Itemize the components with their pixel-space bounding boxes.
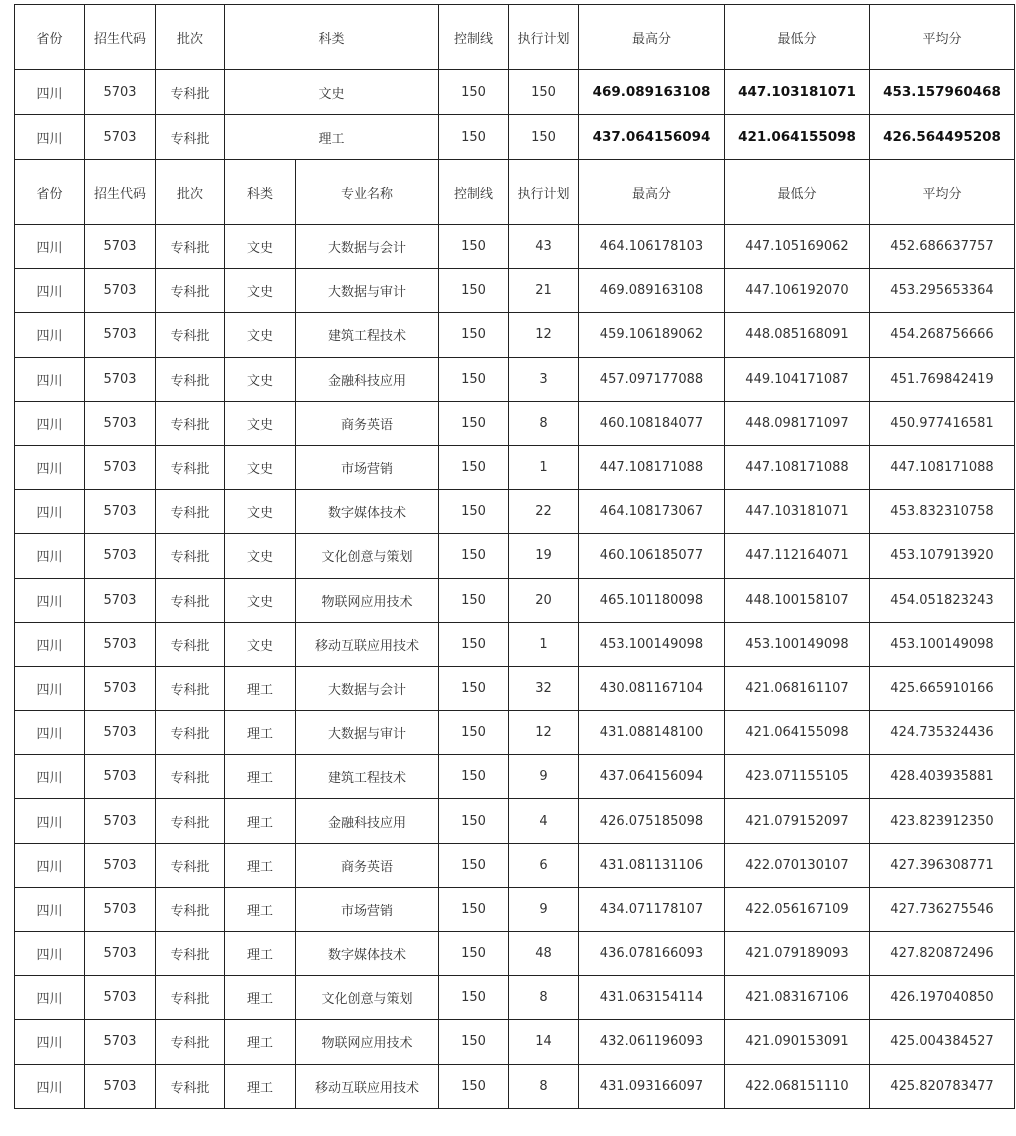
detail-row xyxy=(15,666,1015,710)
detail-row xyxy=(15,225,1015,269)
cell-max: 460.108184077 xyxy=(579,401,725,445)
cell-max: 453.100149098 xyxy=(579,622,725,666)
detail-row xyxy=(15,755,1015,799)
cell-major: 文化创意与策划 xyxy=(296,534,439,578)
cell-code: 5703 xyxy=(85,1064,156,1108)
cell-control: 150 xyxy=(439,225,509,269)
cell-code: 5703 xyxy=(85,70,156,115)
cell-avg: 447.108171088 xyxy=(870,445,1015,489)
cell-major: 金融科技应用 xyxy=(296,799,439,843)
header-province: 省份 xyxy=(15,5,85,70)
cell-major: 商务英语 xyxy=(296,843,439,887)
cell-control: 150 xyxy=(439,1020,509,1064)
cell-plan: 150 xyxy=(509,115,579,160)
cell-avg: 453.107913920 xyxy=(870,534,1015,578)
cell-control: 150 xyxy=(439,932,509,976)
cell-plan: 21 xyxy=(509,269,579,313)
detail-row xyxy=(15,401,1015,445)
detail-header-row xyxy=(15,160,1015,225)
header-batch: 批次 xyxy=(156,5,225,70)
cell-max: 431.081131106 xyxy=(579,843,725,887)
cell-avg: 427.820872496 xyxy=(870,932,1015,976)
cell-plan: 12 xyxy=(509,711,579,755)
cell-max: 434.071178107 xyxy=(579,887,725,931)
cell-batch: 专科批 xyxy=(156,401,225,445)
cell-batch: 专科批 xyxy=(156,711,225,755)
detail-row xyxy=(15,932,1015,976)
cell-subject: 理工 xyxy=(225,1064,296,1108)
cell-province: 四川 xyxy=(15,799,85,843)
detail-row xyxy=(15,357,1015,401)
cell-subject: 文史 xyxy=(225,70,439,115)
detail-row xyxy=(15,711,1015,755)
cell-subject: 文史 xyxy=(225,578,296,622)
cell-major: 建筑工程技术 xyxy=(296,755,439,799)
cell-subject: 理工 xyxy=(225,755,296,799)
cell-max: 447.108171088 xyxy=(579,445,725,489)
cell-batch: 专科批 xyxy=(156,976,225,1020)
cell-province: 四川 xyxy=(15,1064,85,1108)
cell-avg: 454.051823243 xyxy=(870,578,1015,622)
detail-row xyxy=(15,799,1015,843)
cell-major: 移动互联应用技术 xyxy=(296,1064,439,1108)
header-min: 最低分 xyxy=(725,5,870,70)
cell-batch: 专科批 xyxy=(156,115,225,160)
cell-province: 四川 xyxy=(15,357,85,401)
cell-batch: 专科批 xyxy=(156,445,225,489)
cell-min: 448.100158107 xyxy=(725,578,870,622)
cell-max: 426.075185098 xyxy=(579,799,725,843)
cell-province: 四川 xyxy=(15,843,85,887)
cell-control: 150 xyxy=(439,401,509,445)
cell-province: 四川 xyxy=(15,269,85,313)
cell-min: 447.105169062 xyxy=(725,225,870,269)
header-min: 最低分 xyxy=(725,160,870,225)
detail-row xyxy=(15,622,1015,666)
cell-subject: 文史 xyxy=(225,269,296,313)
header-max: 最高分 xyxy=(579,5,725,70)
cell-min: 421.083167106 xyxy=(725,976,870,1020)
admission-score-table xyxy=(14,4,1015,1109)
cell-min: 421.068161107 xyxy=(725,666,870,710)
cell-control: 150 xyxy=(439,622,509,666)
cell-batch: 专科批 xyxy=(156,534,225,578)
cell-code: 5703 xyxy=(85,225,156,269)
cell-batch: 专科批 xyxy=(156,932,225,976)
cell-avg: 453.157960468 xyxy=(870,70,1015,115)
cell-code: 5703 xyxy=(85,445,156,489)
cell-batch: 专科批 xyxy=(156,357,225,401)
cell-control: 150 xyxy=(439,445,509,489)
cell-plan: 1 xyxy=(509,445,579,489)
cell-max: 464.106178103 xyxy=(579,225,725,269)
cell-province: 四川 xyxy=(15,225,85,269)
summary-header-row xyxy=(15,5,1015,70)
cell-code: 5703 xyxy=(85,401,156,445)
cell-min: 423.071155105 xyxy=(725,755,870,799)
cell-province: 四川 xyxy=(15,534,85,578)
cell-control: 150 xyxy=(439,711,509,755)
cell-province: 四川 xyxy=(15,622,85,666)
cell-major: 文化创意与策划 xyxy=(296,976,439,1020)
header-subject: 科类 xyxy=(225,160,296,225)
cell-min: 449.104171087 xyxy=(725,357,870,401)
cell-major: 大数据与审计 xyxy=(296,269,439,313)
cell-province: 四川 xyxy=(15,115,85,160)
cell-min: 422.056167109 xyxy=(725,887,870,931)
cell-major: 物联网应用技术 xyxy=(296,578,439,622)
cell-min: 422.070130107 xyxy=(725,843,870,887)
detail-row xyxy=(15,1020,1015,1064)
detail-row xyxy=(15,976,1015,1020)
cell-control: 150 xyxy=(439,534,509,578)
cell-max: 465.101180098 xyxy=(579,578,725,622)
cell-plan: 48 xyxy=(509,932,579,976)
cell-control: 150 xyxy=(439,357,509,401)
cell-major: 数字媒体技术 xyxy=(296,490,439,534)
cell-plan: 43 xyxy=(509,225,579,269)
cell-max: 431.093166097 xyxy=(579,1064,725,1108)
cell-code: 5703 xyxy=(85,534,156,578)
cell-code: 5703 xyxy=(85,755,156,799)
cell-max: 460.106185077 xyxy=(579,534,725,578)
cell-batch: 专科批 xyxy=(156,225,225,269)
header-batch: 批次 xyxy=(156,160,225,225)
cell-province: 四川 xyxy=(15,1020,85,1064)
cell-control: 150 xyxy=(439,1064,509,1108)
cell-min: 448.098171097 xyxy=(725,401,870,445)
cell-min: 447.108171088 xyxy=(725,445,870,489)
cell-batch: 专科批 xyxy=(156,799,225,843)
detail-row xyxy=(15,269,1015,313)
header-province: 省份 xyxy=(15,160,85,225)
cell-province: 四川 xyxy=(15,976,85,1020)
cell-plan: 9 xyxy=(509,755,579,799)
cell-min: 447.112164071 xyxy=(725,534,870,578)
cell-subject: 文史 xyxy=(225,313,296,357)
cell-code: 5703 xyxy=(85,666,156,710)
header-plan: 执行计划 xyxy=(509,160,579,225)
cell-max: 469.089163108 xyxy=(579,269,725,313)
cell-max: 431.088148100 xyxy=(579,711,725,755)
cell-subject: 理工 xyxy=(225,711,296,755)
cell-control: 150 xyxy=(439,755,509,799)
cell-avg: 425.820783477 xyxy=(870,1064,1015,1108)
cell-major: 商务英语 xyxy=(296,401,439,445)
cell-max: 436.078166093 xyxy=(579,932,725,976)
cell-plan: 19 xyxy=(509,534,579,578)
cell-control: 150 xyxy=(439,269,509,313)
cell-min: 421.079189093 xyxy=(725,932,870,976)
cell-code: 5703 xyxy=(85,578,156,622)
detail-row xyxy=(15,1064,1015,1108)
cell-batch: 专科批 xyxy=(156,1020,225,1064)
cell-major: 市场营销 xyxy=(296,445,439,489)
cell-batch: 专科批 xyxy=(156,1064,225,1108)
cell-control: 150 xyxy=(439,70,509,115)
cell-plan: 8 xyxy=(509,1064,579,1108)
cell-min: 422.068151110 xyxy=(725,1064,870,1108)
cell-avg: 452.686637757 xyxy=(870,225,1015,269)
cell-max: 432.061196093 xyxy=(579,1020,725,1064)
cell-subject: 理工 xyxy=(225,1020,296,1064)
cell-min: 421.090153091 xyxy=(725,1020,870,1064)
cell-control: 150 xyxy=(439,976,509,1020)
detail-row xyxy=(15,887,1015,931)
cell-subject: 理工 xyxy=(225,976,296,1020)
cell-subject: 文史 xyxy=(225,357,296,401)
cell-subject: 文史 xyxy=(225,490,296,534)
cell-major: 大数据与会计 xyxy=(296,225,439,269)
cell-code: 5703 xyxy=(85,622,156,666)
cell-min: 448.085168091 xyxy=(725,313,870,357)
cell-province: 四川 xyxy=(15,401,85,445)
cell-major: 金融科技应用 xyxy=(296,357,439,401)
cell-subject: 文史 xyxy=(225,534,296,578)
cell-batch: 专科批 xyxy=(156,269,225,313)
cell-max: 464.108173067 xyxy=(579,490,725,534)
cell-batch: 专科批 xyxy=(156,578,225,622)
cell-max: 457.097177088 xyxy=(579,357,725,401)
cell-major: 移动互联应用技术 xyxy=(296,622,439,666)
cell-code: 5703 xyxy=(85,115,156,160)
cell-avg: 426.197040850 xyxy=(870,976,1015,1020)
detail-row xyxy=(15,843,1015,887)
cell-province: 四川 xyxy=(15,887,85,931)
cell-control: 150 xyxy=(439,313,509,357)
cell-control: 150 xyxy=(439,843,509,887)
cell-province: 四川 xyxy=(15,578,85,622)
cell-code: 5703 xyxy=(85,357,156,401)
cell-province: 四川 xyxy=(15,70,85,115)
cell-control: 150 xyxy=(439,115,509,160)
cell-batch: 专科批 xyxy=(156,666,225,710)
cell-avg: 453.100149098 xyxy=(870,622,1015,666)
header-code: 招生代码 xyxy=(85,160,156,225)
detail-row xyxy=(15,313,1015,357)
cell-plan: 6 xyxy=(509,843,579,887)
cell-avg: 454.268756666 xyxy=(870,313,1015,357)
detail-row xyxy=(15,534,1015,578)
cell-avg: 425.665910166 xyxy=(870,666,1015,710)
cell-subject: 理工 xyxy=(225,932,296,976)
cell-plan: 8 xyxy=(509,401,579,445)
cell-control: 150 xyxy=(439,490,509,534)
cell-major: 数字媒体技术 xyxy=(296,932,439,976)
cell-avg: 428.403935881 xyxy=(870,755,1015,799)
cell-plan: 8 xyxy=(509,976,579,1020)
table-body xyxy=(15,5,1015,1109)
cell-batch: 专科批 xyxy=(156,622,225,666)
cell-avg: 427.396308771 xyxy=(870,843,1015,887)
header-subject: 科类 xyxy=(225,5,439,70)
cell-province: 四川 xyxy=(15,711,85,755)
cell-province: 四川 xyxy=(15,666,85,710)
cell-control: 150 xyxy=(439,799,509,843)
cell-code: 5703 xyxy=(85,313,156,357)
cell-batch: 专科批 xyxy=(156,887,225,931)
cell-avg: 426.564495208 xyxy=(870,115,1015,160)
cell-code: 5703 xyxy=(85,976,156,1020)
cell-major: 建筑工程技术 xyxy=(296,313,439,357)
cell-code: 5703 xyxy=(85,843,156,887)
cell-avg: 450.977416581 xyxy=(870,401,1015,445)
cell-subject: 理工 xyxy=(225,843,296,887)
cell-avg: 425.004384527 xyxy=(870,1020,1015,1064)
cell-batch: 专科批 xyxy=(156,313,225,357)
cell-control: 150 xyxy=(439,578,509,622)
cell-avg: 451.769842419 xyxy=(870,357,1015,401)
header-avg: 平均分 xyxy=(870,160,1015,225)
cell-code: 5703 xyxy=(85,490,156,534)
cell-province: 四川 xyxy=(15,755,85,799)
cell-plan: 150 xyxy=(509,70,579,115)
header-control: 控制线 xyxy=(439,5,509,70)
cell-code: 5703 xyxy=(85,269,156,313)
cell-plan: 12 xyxy=(509,313,579,357)
cell-province: 四川 xyxy=(15,313,85,357)
cell-subject: 理工 xyxy=(225,115,439,160)
cell-plan: 22 xyxy=(509,490,579,534)
cell-max: 437.064156094 xyxy=(579,755,725,799)
cell-avg: 424.735324436 xyxy=(870,711,1015,755)
cell-province: 四川 xyxy=(15,490,85,534)
header-code: 招生代码 xyxy=(85,5,156,70)
header-avg: 平均分 xyxy=(870,5,1015,70)
cell-max: 431.063154114 xyxy=(579,976,725,1020)
cell-code: 5703 xyxy=(85,1020,156,1064)
cell-batch: 专科批 xyxy=(156,843,225,887)
cell-major: 大数据与会计 xyxy=(296,666,439,710)
cell-subject: 理工 xyxy=(225,887,296,931)
cell-avg: 427.736275546 xyxy=(870,887,1015,931)
cell-min: 421.064155098 xyxy=(725,711,870,755)
cell-major: 大数据与审计 xyxy=(296,711,439,755)
cell-plan: 9 xyxy=(509,887,579,931)
cell-min: 421.064155098 xyxy=(725,115,870,160)
cell-max: 437.064156094 xyxy=(579,115,725,160)
detail-row xyxy=(15,578,1015,622)
cell-province: 四川 xyxy=(15,932,85,976)
summary-row xyxy=(15,70,1015,115)
cell-max: 469.089163108 xyxy=(579,70,725,115)
cell-min: 447.106192070 xyxy=(725,269,870,313)
cell-major: 物联网应用技术 xyxy=(296,1020,439,1064)
header-control: 控制线 xyxy=(439,160,509,225)
cell-subject: 文史 xyxy=(225,225,296,269)
cell-code: 5703 xyxy=(85,711,156,755)
summary-row xyxy=(15,115,1015,160)
header-max: 最高分 xyxy=(579,160,725,225)
cell-batch: 专科批 xyxy=(156,70,225,115)
cell-plan: 4 xyxy=(509,799,579,843)
cell-subject: 文史 xyxy=(225,622,296,666)
cell-plan: 32 xyxy=(509,666,579,710)
cell-code: 5703 xyxy=(85,799,156,843)
cell-batch: 专科批 xyxy=(156,490,225,534)
detail-row xyxy=(15,490,1015,534)
cell-batch: 专科批 xyxy=(156,755,225,799)
cell-plan: 14 xyxy=(509,1020,579,1064)
cell-plan: 3 xyxy=(509,357,579,401)
cell-min: 453.100149098 xyxy=(725,622,870,666)
cell-max: 430.081167104 xyxy=(579,666,725,710)
cell-control: 150 xyxy=(439,887,509,931)
cell-avg: 453.295653364 xyxy=(870,269,1015,313)
cell-min: 447.103181071 xyxy=(725,490,870,534)
detail-row xyxy=(15,445,1015,489)
cell-min: 447.103181071 xyxy=(725,70,870,115)
cell-avg: 453.832310758 xyxy=(870,490,1015,534)
header-major: 专业名称 xyxy=(296,160,439,225)
cell-subject: 理工 xyxy=(225,666,296,710)
cell-subject: 文史 xyxy=(225,445,296,489)
cell-max: 459.106189062 xyxy=(579,313,725,357)
cell-major: 市场营销 xyxy=(296,887,439,931)
cell-code: 5703 xyxy=(85,887,156,931)
cell-avg: 423.823912350 xyxy=(870,799,1015,843)
cell-min: 421.079152097 xyxy=(725,799,870,843)
cell-subject: 理工 xyxy=(225,799,296,843)
cell-code: 5703 xyxy=(85,932,156,976)
cell-subject: 文史 xyxy=(225,401,296,445)
header-plan: 执行计划 xyxy=(509,5,579,70)
cell-province: 四川 xyxy=(15,445,85,489)
cell-control: 150 xyxy=(439,666,509,710)
cell-plan: 20 xyxy=(509,578,579,622)
cell-plan: 1 xyxy=(509,622,579,666)
